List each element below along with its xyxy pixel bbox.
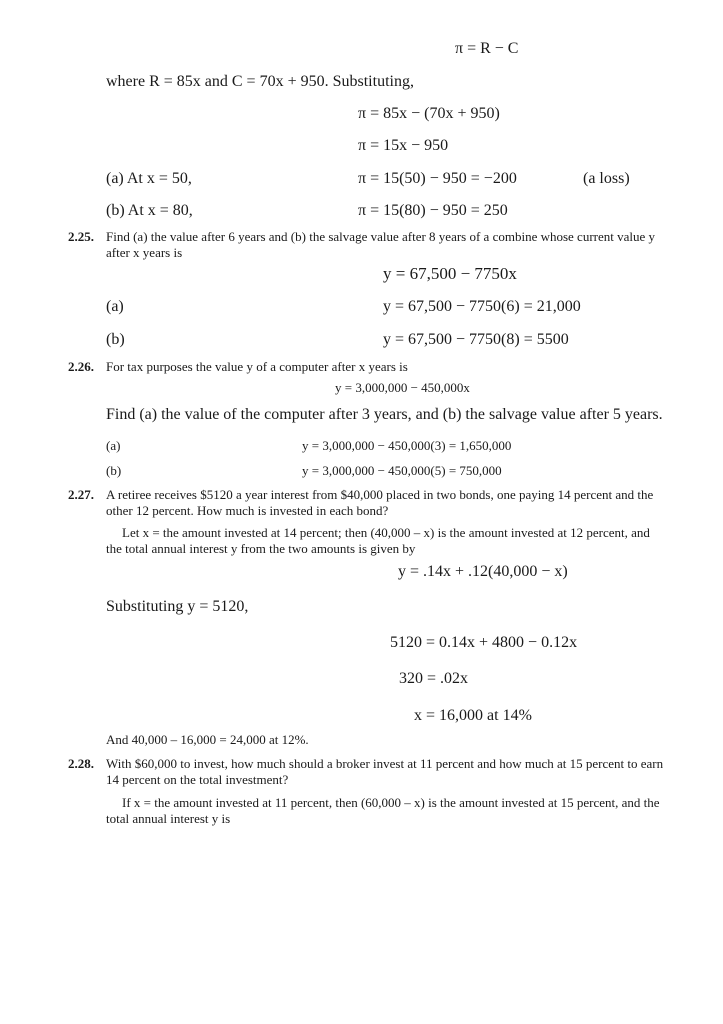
find-statement: Find (a) the value of the computer after 3 years, and (b) the salvage value after 5 years. xyxy=(106,406,663,423)
problem-number: 2.28. xyxy=(68,756,94,771)
problem-text: With $60,000 to invest, how much should a broker invest at 11 percent and how much at 15 percent to earn 14 percent on the total investment? xyxy=(106,756,664,787)
part-a-label: (a) xyxy=(106,298,124,315)
part-a-note: (a loss) xyxy=(583,170,630,187)
equation-step-1: 5120 = 0.14x + 4800 − 0.12x xyxy=(390,634,578,651)
part-b-label: (b) At x = 80, xyxy=(106,202,193,219)
equation-profit-definition: π = R − C xyxy=(455,40,519,57)
part-b-label: (b) xyxy=(106,463,122,478)
equation-result: x = 16,000 at 14% xyxy=(414,707,532,724)
equation-interest: y = .14x + .12(40,000 − x) xyxy=(398,563,568,580)
part-b-equation: π = 15(80) − 950 = 250 xyxy=(358,202,508,219)
equation-substitution: π = 85x − (70x + 950) xyxy=(358,105,500,122)
problem-text: A retiree receives $5120 a year interest from $40,000 placed in two bonds, one paying 14 percent and the other 12 percent. How much is invested in each bond? xyxy=(106,487,654,518)
part-a-equation: y = 3,000,000 − 450,000(3) = 1,650,000 xyxy=(302,438,512,453)
part-b-equation: y = 3,000,000 − 450,000(5) = 750,000 xyxy=(302,463,502,478)
part-a-equation: π = 15(50) − 950 = −200 xyxy=(358,170,517,187)
where-statement: where R = 85x and C = 70x + 950. Substituting, xyxy=(106,73,414,90)
substituting-statement: Substituting y = 5120, xyxy=(106,598,249,615)
solution-text: Let x = the amount invested at 14 percent; then (40,000 – x) is the amount invested at 12 percent, and the total annual interest y from the two amounts is given by xyxy=(106,525,650,556)
part-a-label: (a) At x = 50, xyxy=(106,170,192,187)
equation-simplified: π = 15x − 950 xyxy=(358,137,449,154)
equation-value: y = 3,000,000 − 450,000x xyxy=(335,380,470,395)
problem-text: Find (a) the value after 6 years and (b) the salvage value after 8 years of a combine whose current value y after x years is xyxy=(106,229,656,260)
equation-value: y = 67,500 − 7750x xyxy=(383,264,517,283)
part-b-equation: y = 67,500 − 7750(8) = 5500 xyxy=(383,331,569,348)
answer-statement: And 40,000 – 16,000 = 24,000 at 12%. xyxy=(106,732,309,747)
part-a-equation: y = 67,500 − 7750(6) = 21,000 xyxy=(383,298,581,315)
problem-number: 2.25. xyxy=(68,229,94,244)
equation-step-2: 320 = .02x xyxy=(399,670,469,687)
part-b-label: (b) xyxy=(106,331,125,348)
problem-text: For tax purposes the value y of a computer after x years is xyxy=(106,359,408,374)
part-a-label: (a) xyxy=(106,438,121,453)
problem-number: 2.26. xyxy=(68,359,94,374)
solution-text: If x = the amount invested at 11 percent, then (60,000 – x) is the amount invested at 15 percent, and the total annual interest y is xyxy=(106,795,660,826)
problem-number: 2.27. xyxy=(68,487,94,502)
